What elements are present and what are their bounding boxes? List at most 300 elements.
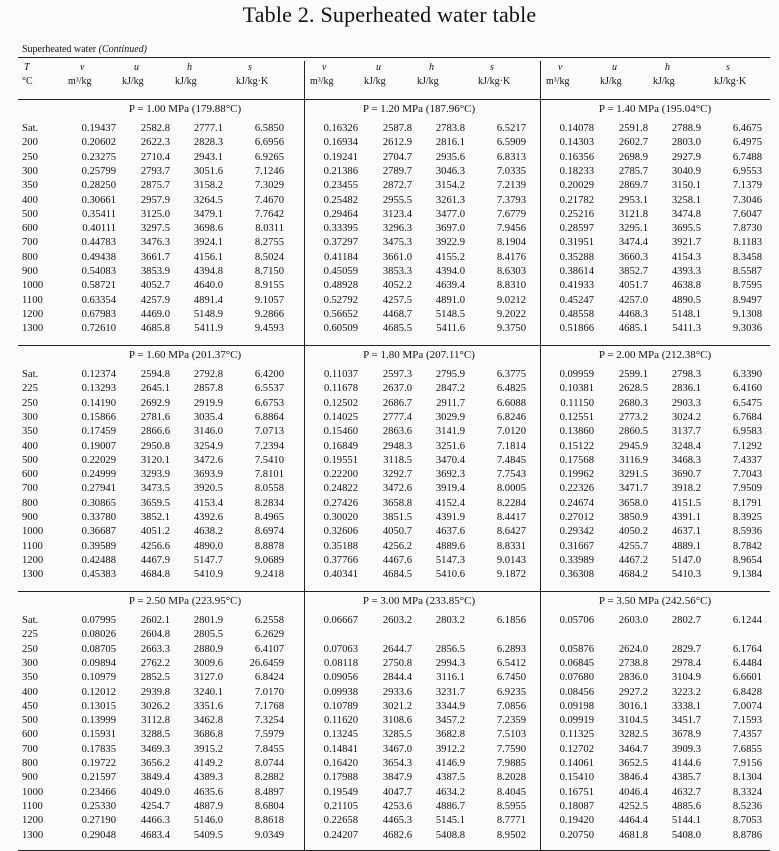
s-cell: 6.2558	[254, 615, 284, 626]
header-s-symbol: s	[248, 62, 252, 73]
v-cell: 0.32606	[323, 526, 358, 538]
v-cell: 0.13293	[81, 383, 116, 395]
header-v-unit: m³/kg	[310, 76, 334, 87]
s-cell: 9.4593	[254, 323, 284, 335]
header-v-symbol: v	[558, 62, 563, 73]
h-cell: 5147.7	[193, 554, 223, 566]
temperature-cell: Sat.	[22, 369, 39, 380]
temperature-cell: 1300	[22, 569, 44, 581]
h-cell: 5411.9	[194, 323, 223, 335]
u-cell: 2933.6	[382, 686, 412, 698]
s-cell: 7.7642	[254, 208, 284, 220]
h-cell: 3472.6	[193, 454, 223, 466]
s-cell: 7.1246	[254, 165, 284, 177]
s-cell: 8.7053	[732, 815, 762, 827]
h-cell: 4156.1	[193, 251, 223, 263]
header-s-unit: kJ/kg·K	[236, 76, 269, 87]
u-cell: 2948.3	[382, 440, 412, 452]
header-v-symbol: v	[322, 62, 327, 73]
v-cell: 0.13860	[559, 426, 594, 438]
v-cell: 0.07680	[559, 672, 594, 684]
temperature-cell: 400	[22, 440, 38, 452]
h-cell: 3035.4	[193, 411, 223, 423]
v-cell: 0.30865	[81, 497, 116, 509]
s-cell: 6.4484	[732, 657, 762, 669]
pressure-block	[18, 591, 770, 851]
h-cell: 2803.2	[435, 615, 465, 626]
s-cell: 8.9155	[254, 280, 284, 292]
u-cell: 2844.4	[382, 672, 412, 684]
s-cell: 8.5236	[732, 800, 762, 812]
h-cell: 3046.3	[435, 165, 465, 177]
s-cell: 7.0120	[496, 426, 526, 438]
h-cell: 2798.3	[671, 369, 701, 380]
u-cell: 3652.5	[618, 758, 648, 769]
s-cell: 6.8246	[496, 411, 526, 423]
table-row	[18, 397, 770, 410]
h-cell: 4632.7	[671, 786, 701, 798]
s-cell: 9.1057	[254, 294, 284, 306]
v-cell: 0.15931	[81, 729, 116, 741]
h-cell: 3351.6	[193, 700, 223, 712]
u-cell: 2603.2	[382, 615, 412, 626]
h-cell: 4151.5	[671, 497, 701, 509]
table-row	[18, 122, 770, 135]
h-cell: 3915.2	[193, 743, 223, 755]
s-cell: 8.1304	[732, 772, 762, 784]
table-row	[18, 728, 770, 741]
s-cell: 9.3036	[732, 323, 762, 335]
v-cell: 0.08705	[81, 643, 116, 655]
h-cell: 5411.6	[436, 323, 465, 335]
s-cell: 8.4965	[254, 512, 284, 523]
v-cell: 0.11150	[560, 397, 594, 409]
temperature-cell: 800	[22, 758, 38, 769]
u-cell: 3464.7	[618, 743, 648, 755]
u-cell: 3104.5	[618, 715, 648, 727]
s-cell: 6.9553	[732, 165, 762, 177]
u-cell: 3112.8	[141, 715, 170, 727]
u-cell: 2785.7	[618, 165, 648, 177]
v-cell: 0.41184	[323, 251, 358, 263]
h-cell: 2795.9	[435, 369, 465, 380]
s-cell: 6.9235	[496, 686, 526, 698]
u-cell: 4467.6	[382, 554, 412, 566]
v-cell: 0.30020	[323, 512, 358, 523]
s-cell: 6.6753	[254, 397, 284, 409]
v-cell: 0.19962	[559, 469, 594, 481]
s-cell: 8.2284	[496, 497, 526, 509]
u-cell: 2773.2	[618, 411, 648, 423]
h-cell: 3248.4	[671, 440, 701, 452]
u-cell: 2603.0	[618, 615, 648, 626]
u-cell: 4050.2	[618, 526, 648, 538]
h-cell: 5148.5	[435, 308, 465, 320]
s-cell: 8.1791	[732, 497, 762, 509]
h-cell: 2847.2	[435, 383, 465, 395]
h-cell: 5145.1	[435, 815, 465, 827]
s-cell: 7.0335	[496, 165, 526, 177]
v-cell: 0.27012	[559, 512, 594, 523]
h-cell: 2935.6	[435, 151, 465, 163]
h-cell: 3264.5	[193, 194, 223, 206]
v-cell: 0.15410	[559, 772, 594, 784]
u-cell: 2637.0	[382, 383, 412, 395]
u-cell: 2591.8	[618, 123, 648, 134]
u-cell: 4685.8	[140, 323, 170, 335]
v-cell: 0.19007	[81, 440, 116, 452]
table-row	[18, 743, 770, 756]
u-cell: 3293.9	[140, 469, 170, 481]
s-cell: 6.6956	[254, 137, 284, 149]
v-cell: 0.19551	[323, 454, 358, 466]
u-cell: 2597.3	[382, 369, 412, 380]
table-row	[18, 628, 770, 641]
s-cell: 9.0689	[254, 554, 284, 566]
h-cell: 3697.0	[435, 223, 465, 235]
u-cell: 3659.5	[140, 497, 170, 509]
u-cell: 2628.5	[618, 383, 648, 395]
v-cell: 0.16849	[323, 440, 358, 452]
v-cell: 0.29342	[559, 526, 594, 538]
v-cell: 0.12374	[81, 369, 116, 380]
s-cell: 8.0744	[254, 758, 284, 769]
temperature-cell: 1100	[22, 294, 43, 306]
h-cell: 4387.5	[435, 772, 465, 784]
table-row	[18, 525, 770, 538]
u-cell: 4465.3	[382, 815, 412, 827]
temperature-cell: 500	[22, 208, 38, 220]
temperature-cell: 225	[22, 629, 38, 641]
s-cell: 6.4675	[732, 123, 762, 134]
v-cell: 0.54083	[81, 266, 116, 277]
s-cell: 9.2418	[254, 569, 284, 581]
u-cell: 3852.7	[618, 266, 648, 277]
h-cell: 3338.1	[671, 700, 701, 712]
header-h-symbol: h	[429, 62, 434, 73]
u-cell: 3658.0	[618, 497, 648, 509]
h-cell: 2816.1	[435, 137, 465, 149]
s-cell: 6.6088	[496, 397, 526, 409]
u-cell: 2704.7	[382, 151, 412, 163]
column-divider	[540, 61, 541, 99]
s-cell: 9.0143	[496, 554, 526, 566]
table-row	[18, 643, 770, 656]
v-cell: 0.14025	[323, 411, 358, 423]
u-cell: 2863.6	[382, 426, 412, 438]
header-u-unit: kJ/kg	[364, 76, 386, 87]
s-cell: 8.2028	[496, 772, 526, 784]
v-cell: 0.35288	[559, 251, 594, 263]
v-cell: 0.21386	[323, 165, 358, 177]
table-row	[18, 671, 770, 684]
temperature-cell: 700	[22, 743, 38, 755]
s-cell: 7.6855	[732, 743, 762, 755]
u-cell: 4052.2	[382, 280, 412, 292]
s-cell: 6.8424	[254, 672, 284, 684]
table-row	[18, 208, 770, 221]
h-cell: 4146.9	[435, 758, 465, 769]
h-cell: 5410.6	[435, 569, 465, 581]
v-cell: 0.63354	[81, 294, 116, 306]
h-cell: 4891.4	[193, 294, 223, 306]
v-cell: 0.15866	[81, 411, 116, 423]
h-cell: 3918.2	[671, 483, 701, 495]
v-cell: 0.49438	[81, 251, 116, 263]
h-cell: 3104.9	[671, 672, 701, 684]
temperature-cell: 900	[22, 772, 38, 784]
h-cell: 5147.3	[435, 554, 465, 566]
s-cell: 7.5410	[254, 454, 284, 466]
u-cell: 4469.0	[140, 308, 170, 320]
v-cell: 0.58721	[81, 280, 116, 292]
u-cell: 3291.5	[618, 469, 648, 481]
v-cell: 0.15460	[323, 426, 358, 438]
table-row	[18, 368, 770, 381]
pressure-title: P = 2.00 MPa (212.38°C)	[598, 349, 712, 361]
v-cell: 0.09919	[559, 715, 594, 727]
u-cell: 4257.9	[140, 294, 170, 306]
v-cell: 0.09959	[559, 369, 594, 380]
temperature-cell: 400	[22, 686, 38, 698]
temperature-cell: 1100	[22, 800, 43, 812]
v-cell: 0.25482	[323, 194, 358, 206]
u-cell: 2602.7	[618, 137, 648, 149]
s-cell: 9.1872	[496, 569, 526, 581]
temperature-cell: 300	[22, 165, 38, 177]
v-cell: 0.19437	[81, 123, 116, 134]
superheated-water-table	[18, 57, 770, 851]
h-cell: 5148.1	[671, 308, 701, 320]
u-cell: 3292.7	[382, 469, 412, 481]
u-cell: 3853.9	[140, 266, 170, 277]
u-cell: 2738.8	[618, 657, 648, 669]
h-cell: 3457.2	[435, 715, 465, 727]
h-cell: 3690.7	[671, 469, 701, 481]
v-cell: 0.20602	[81, 137, 116, 149]
v-cell: 0.10789	[323, 700, 358, 712]
s-cell: 7.2394	[254, 440, 284, 452]
h-cell: 4392.6	[193, 512, 223, 523]
v-cell: 0.19420	[559, 815, 594, 827]
s-cell: 6.5412	[496, 657, 526, 669]
s-cell: 9.0349	[254, 829, 284, 841]
s-cell: 8.6303	[496, 266, 526, 277]
h-cell: 3477.0	[435, 208, 465, 220]
h-cell: 3479.1	[193, 208, 223, 220]
u-cell: 2927.2	[618, 686, 648, 698]
u-cell: 2860.5	[618, 426, 648, 438]
v-cell: 0.36687	[81, 526, 116, 538]
u-cell: 2604.8	[140, 629, 170, 641]
h-cell: 2994.3	[435, 657, 465, 669]
u-cell: 2663.3	[140, 643, 170, 655]
u-cell: 3288.5	[140, 729, 170, 741]
table-row	[18, 279, 770, 292]
s-cell: 7.4845	[496, 454, 526, 466]
s-cell: 7.6779	[496, 208, 526, 220]
subtitle-continued: (Continued)	[98, 44, 147, 55]
h-cell: 3223.2	[671, 686, 701, 698]
s-cell: 8.1183	[733, 237, 762, 249]
h-cell: 3922.9	[435, 237, 465, 249]
temperature-cell: 250	[22, 151, 38, 163]
v-cell: 0.14078	[559, 123, 594, 134]
s-cell: 26.6459	[249, 657, 284, 669]
s-cell: 7.5979	[254, 729, 284, 741]
h-cell: 3141.9	[435, 426, 465, 438]
h-cell: 3468.3	[671, 454, 701, 466]
u-cell: 4256.6	[140, 540, 170, 552]
header-h-symbol: h	[187, 62, 192, 73]
temperature-cell: 250	[22, 643, 38, 655]
v-cell: 0.13015	[81, 700, 116, 712]
h-cell: 5408.0	[671, 829, 701, 841]
h-cell: 3116.1	[436, 672, 465, 684]
s-cell: 6.7450	[496, 672, 526, 684]
h-cell: 4634.2	[435, 786, 465, 798]
h-cell: 2802.7	[671, 615, 701, 626]
v-cell: 0.28597	[559, 223, 594, 235]
v-cell: 0.16934	[323, 137, 358, 149]
h-cell: 3693.9	[193, 469, 223, 481]
u-cell: 2777.4	[382, 411, 412, 423]
v-cell: 0.12012	[81, 686, 116, 698]
h-cell: 4638.2	[193, 526, 223, 538]
s-cell: 8.7150	[254, 266, 284, 277]
u-cell: 3120.1	[140, 454, 170, 466]
u-cell: 4685.1	[618, 323, 648, 335]
pressure-title: P = 1.00 MPa (179.88°C)	[128, 103, 242, 115]
u-cell: 2587.8	[382, 123, 412, 134]
u-cell: 3853.3	[382, 266, 412, 277]
u-cell: 2612.9	[382, 137, 412, 149]
temperature-cell: 700	[22, 237, 38, 249]
u-cell: 4684.5	[382, 569, 412, 581]
s-cell: 6.5537	[254, 383, 284, 395]
v-cell: 0.27190	[81, 815, 116, 827]
s-cell: 8.8310	[496, 280, 526, 292]
s-cell: 8.8786	[732, 829, 762, 841]
temperature-cell: 1100	[22, 540, 43, 552]
u-cell: 2698.9	[618, 151, 648, 163]
h-cell: 4891.0	[435, 294, 465, 306]
s-cell: 9.3750	[496, 323, 526, 335]
u-cell: 3467.0	[382, 743, 412, 755]
h-cell: 2788.9	[671, 123, 701, 134]
u-cell: 3296.3	[382, 223, 412, 235]
v-cell: 0.16420	[323, 758, 358, 769]
h-cell: 2978.4	[671, 657, 701, 669]
header-s-symbol: s	[490, 62, 494, 73]
v-cell: 0.36308	[559, 569, 594, 581]
u-cell: 4047.7	[382, 786, 412, 798]
h-cell: 4889.6	[435, 540, 465, 552]
temperature-cell: 1200	[22, 554, 44, 566]
h-cell: 4890.0	[193, 540, 223, 552]
h-cell: 2919.9	[193, 397, 223, 409]
s-cell: 8.0311	[255, 223, 284, 235]
u-cell: 4256.2	[382, 540, 412, 552]
v-cell: 0.06667	[323, 615, 358, 626]
v-cell: 0.22200	[323, 469, 358, 481]
temperature-cell: Sat.	[22, 615, 39, 626]
v-cell: 0.09938	[323, 686, 358, 698]
u-cell: 2644.7	[382, 643, 412, 655]
h-cell: 4391.9	[435, 512, 465, 523]
pressure-title: P = 1.80 MPa (207.11°C)	[363, 349, 475, 361]
v-cell: 0.28250	[81, 180, 116, 192]
v-cell: 0.10381	[559, 383, 594, 395]
header-s-unit: kJ/kg·K	[714, 76, 747, 87]
s-cell: 6.8864	[254, 411, 284, 423]
h-cell: 2880.9	[193, 643, 223, 655]
u-cell: 2945.9	[618, 440, 648, 452]
u-cell: 2686.7	[382, 397, 412, 409]
temperature-cell: 1300	[22, 323, 44, 335]
v-cell: 0.09198	[559, 700, 594, 712]
u-cell: 2957.9	[140, 194, 170, 206]
pressure-block	[18, 99, 770, 346]
s-cell: 7.9885	[496, 758, 526, 769]
u-cell: 2750.8	[382, 657, 412, 669]
u-cell: 2710.4	[140, 151, 170, 163]
s-cell: 6.3390	[732, 369, 762, 380]
temperature-cell: 1200	[22, 815, 44, 827]
header-u-symbol: u	[612, 62, 617, 73]
h-cell: 4391.1	[671, 512, 701, 523]
subtitle-main: Superheated water	[22, 44, 97, 55]
s-cell: 6.1856	[496, 615, 526, 626]
u-cell: 3472.6	[382, 483, 412, 495]
s-cell: 8.5955	[496, 800, 526, 812]
v-cell: 0.45247	[559, 294, 594, 306]
table-row	[18, 165, 770, 178]
s-cell: 8.5587	[732, 266, 762, 277]
s-cell: 8.9497	[732, 294, 762, 306]
h-cell: 3154.2	[435, 180, 465, 192]
v-cell: 0.42488	[81, 554, 116, 566]
u-cell: 4252.5	[618, 800, 648, 812]
u-cell: 2582.8	[140, 123, 170, 134]
s-cell: 7.3793	[496, 194, 526, 206]
s-cell: 6.4825	[496, 383, 526, 395]
u-cell: 2602.1	[140, 615, 170, 626]
temperature-cell: 900	[22, 266, 38, 277]
v-cell: 0.51866	[559, 323, 594, 335]
h-cell: 3040.9	[671, 165, 701, 177]
s-cell: 8.9502	[496, 829, 526, 841]
h-cell: 3251.6	[435, 440, 465, 452]
h-cell: 4389.3	[193, 772, 223, 784]
v-cell: 0.07995	[81, 615, 116, 626]
v-cell: 0.23455	[323, 180, 358, 192]
u-cell: 4052.7	[140, 280, 170, 292]
s-cell: 6.9265	[254, 151, 284, 163]
header-u-unit: kJ/kg	[122, 76, 144, 87]
u-cell: 4049.0	[140, 786, 170, 798]
v-cell: 0.48928	[323, 280, 358, 292]
h-cell: 2836.1	[671, 383, 701, 395]
header-h-unit: kJ/kg	[417, 76, 439, 87]
pressure-title: P = 1.40 MPa (195.04°C)	[598, 103, 712, 115]
u-cell: 3476.3	[140, 237, 170, 249]
u-cell: 4468.7	[382, 308, 412, 320]
v-cell: 0.14061	[559, 758, 594, 769]
s-cell: 7.6047	[732, 208, 762, 220]
u-cell: 2869.7	[618, 180, 648, 192]
h-cell: 5144.1	[671, 815, 701, 827]
